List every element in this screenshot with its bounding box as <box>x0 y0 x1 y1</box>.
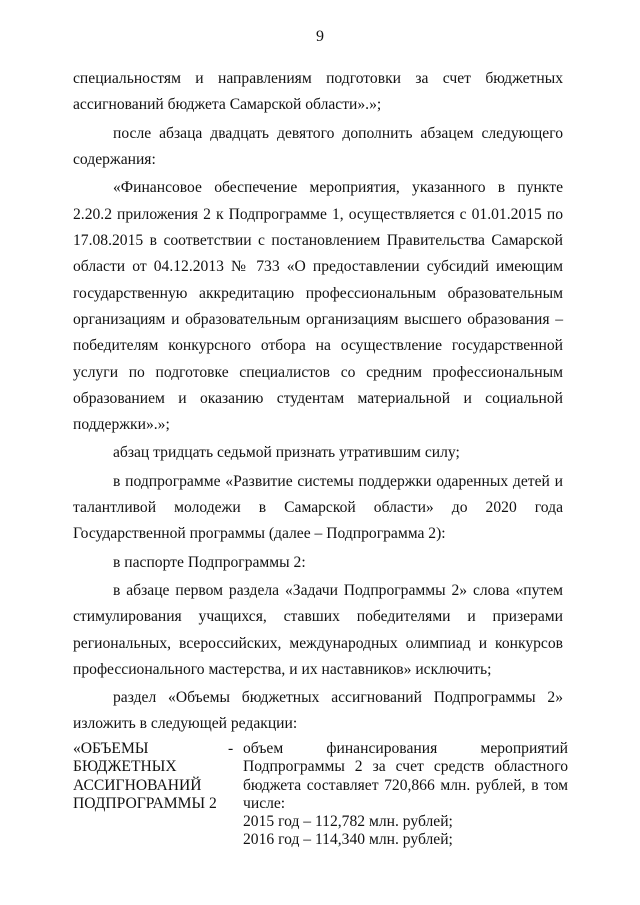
paragraph-4: абзац тридцать седьмой признать утратившим силу; <box>113 444 460 462</box>
table-left-label: «ОБЪЕМЫ БЮДЖЕТНЫХ АССИГНОВАНИЙ ПОДПРОГРАММЫ 2 <box>73 740 217 812</box>
paragraph-3: «Финансовое обеспечение мероприятия, указанного в пункте 2.20.2 приложения 2 к Подпрограмме 1, осуществляется с 01.01.2015 по 17.08.2015 в соответствии с постановлением Правительства Самарской области от 04.12.2013 № 733 «О предоставлении субсидий имеющим государственную аккредитацию профессиональным образовательным организациям и образовательным организациям высшего образования – победителям конкурсного отбора на осуществление государственной услуги по подготовке специалистов со средним профессиональным образованием и оказанию студентам материальной и социальной поддержки».»; <box>73 179 563 434</box>
table-right-line-2016: 2016 год – 114,340 млн. рублей; <box>243 831 453 849</box>
paragraph-2: после абзаца двадцать девятого дополнить абзацем следующего содержания: <box>73 124 563 168</box>
page-number: 9 <box>316 28 324 45</box>
paragraph-5: в подпрограмме «Развитие системы поддержки одаренных детей и талантливой молодежи в Самарской области» до 2020 года Государственной программы (далее – Подпрограмма 2): <box>73 472 563 543</box>
body-text <box>73 66 563 740</box>
paragraph-1: специальностям и направлениям подготовки за счет бюджетных ассигнований бюджета Самарской области».»; <box>73 70 563 114</box>
table-dash: - <box>228 740 234 757</box>
paragraph-8: раздел «Объемы бюджетных ассигнований Подпрограммы 2» изложить в следующей редакции: <box>73 689 563 733</box>
table-right-intro: объем финансирования мероприятий Подпрограммы 2 за счет средств областного бюджета составляет 720,866 млн. рублей, в том числе: <box>243 740 568 812</box>
paragraph-6: в паспорте Подпрограммы 2: <box>113 553 306 571</box>
paragraph-7: в абзаце первом раздела «Задачи Подпрограммы 2» слова «путем стимулирования учащихся, ставших победителями и призерами региональных, всероссийских, международных олимпиад и конкурсов профессионального мастерства, и их наставников» исключить; <box>73 581 563 678</box>
table-right-line-2015: 2015 год – 112,782 млн. рублей; <box>243 813 453 831</box>
table-right-content <box>243 740 568 850</box>
